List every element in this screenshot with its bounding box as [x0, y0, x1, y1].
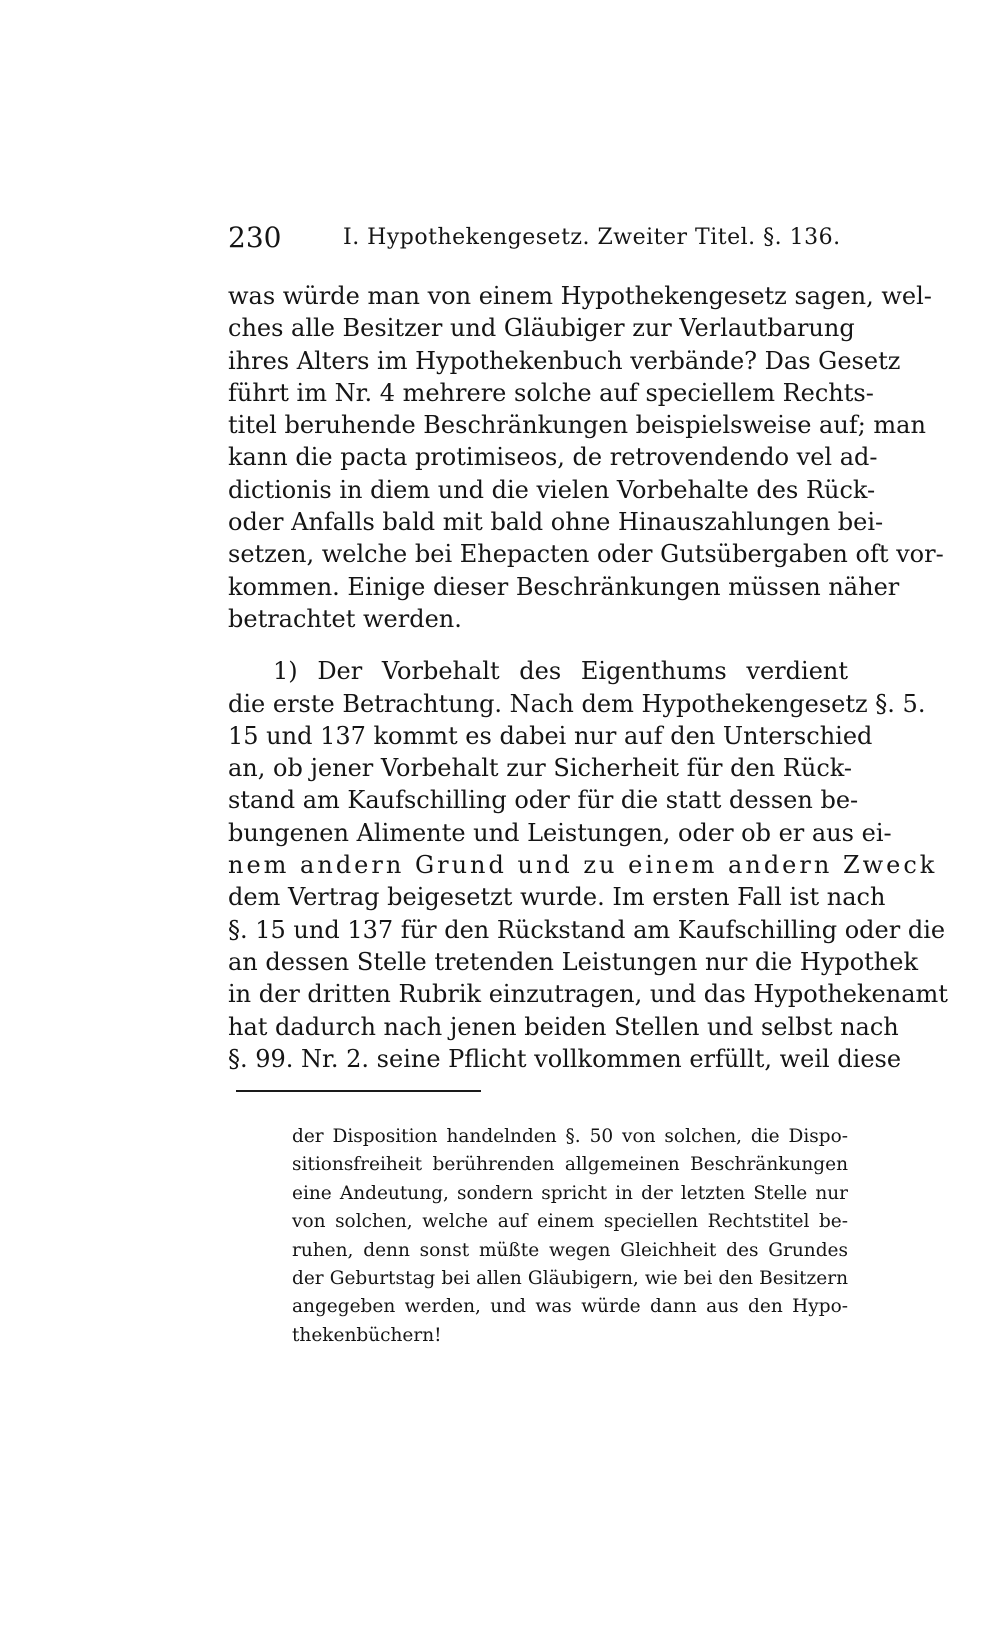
text-line: oder Anfalls bald mit bald ohne Hinauszahlungen bei-	[228, 508, 884, 537]
text-line: an, ob jener Vorbehalt zur Sicherheit für den Rück-	[228, 754, 852, 783]
text-line: §. 15 und 137 für den Rückstand am Kaufschilling oder die	[228, 915, 946, 944]
footnote-line: der Geburtstag bei allen Gläubigern, wie bei den Besitzern	[292, 1267, 848, 1289]
text-line: betrachtet werden.	[228, 604, 462, 633]
footnote-divider	[236, 1090, 481, 1092]
footnote-line: von solchen, welche auf einem speciellen Rechtstitel be-	[292, 1211, 848, 1233]
footnote-line: sitionsfreiheit berührenden allgemeinen Beschränkungen	[292, 1154, 848, 1176]
text-line: hat dadurch nach jenen beiden Stellen und selbst nach	[228, 1012, 899, 1041]
text-line: kann die pacta protimiseos, de retrovendendo vel ad-	[228, 443, 878, 472]
text-line: nem andern Grund und zu einem andern Zweck	[228, 851, 938, 880]
text-line: stand am Kaufschilling oder für die statt dessen be-	[228, 786, 859, 815]
text-line: dictionis in diem und die vielen Vorbehalte des Rück-	[228, 475, 876, 504]
text-line: 1) Der Vorbehalt des Eigenthums verdient	[273, 657, 848, 686]
main-text	[228, 280, 948, 1075]
page-number: 230	[228, 221, 282, 254]
text-line: §. 99. Nr. 2. seine Pflicht vollkommen erfüllt, weil diese	[228, 1044, 902, 1073]
footnote-line: der Disposition handelnden §. 50 von solchen, die Dispo-	[292, 1126, 848, 1147]
footnote-line: angegeben werden, und was würde dann aus den Hypo-	[292, 1296, 848, 1318]
footnote-line: eine Andeutung, sondern spricht in der letzten Stelle nur	[292, 1182, 848, 1204]
footnote-line: ruhen, denn sonst müßte wegen Gleichheit des Grundes	[292, 1239, 848, 1261]
text-line: an dessen Stelle tretenden Leistungen nur die Hypothek	[228, 947, 919, 976]
text-line: 15 und 137 kommt es dabei nur auf den Unterschied	[228, 721, 873, 750]
text-line: titel beruhende Beschränkungen beispielsweise auf; man	[228, 411, 926, 440]
footnote	[292, 1123, 848, 1350]
text-line: die erste Betrachtung. Nach dem Hypothekengesetz §. 5.	[228, 689, 926, 718]
page-header	[228, 218, 848, 258]
text-line: führt im Nr. 4 mehrere solche auf speciellem Rechts-	[228, 378, 874, 407]
paragraph-gap	[228, 635, 848, 655]
text-line: ches alle Besitzer und Gläubiger zur Verlautbarung	[228, 314, 855, 343]
text-line: kommen. Einige dieser Beschränkungen müssen näher	[228, 572, 900, 601]
text-line: ihres Alters im Hypothekenbuch verbände? Das Gesetz	[228, 346, 901, 375]
text-line: dem Vertrag beigesetzt wurde. Im ersten Fall ist nach	[228, 883, 886, 912]
footnote-line: thekenbüchern!	[292, 1324, 442, 1346]
text-line: was würde man von einem Hypothekengesetz sagen, wel-	[228, 282, 932, 310]
running-head: I. Hypothekengesetz. Zweiter Titel. §. 136.	[343, 225, 841, 250]
text-line: in der dritten Rubrik einzutragen, und das Hypothekenamt	[228, 980, 948, 1009]
text-line: setzen, welche bei Ehepacten oder Gutsübergaben oft vor-	[228, 540, 944, 569]
text-line: bungenen Alimente und Leistungen, oder ob er aus ei-	[228, 818, 892, 847]
